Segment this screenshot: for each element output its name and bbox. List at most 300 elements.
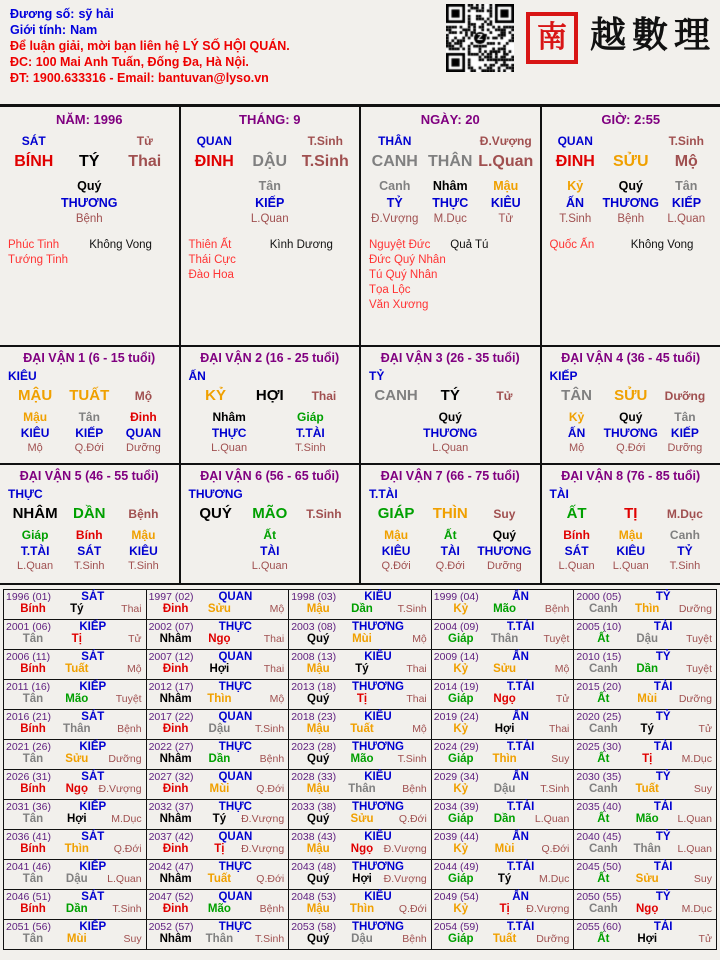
luck-cycle-title: ĐẠI VẬN 4 (36 - 45 tuổi) bbox=[561, 351, 701, 365]
luck-hidden-stage: Q.Đới bbox=[74, 442, 104, 454]
year-stem: Tân bbox=[22, 813, 44, 825]
year-stage: Tuyệt bbox=[686, 663, 712, 675]
hidden-stem-stage: Tử bbox=[498, 213, 514, 225]
year-cell[interactable] bbox=[574, 650, 717, 680]
year-age-label: 2037 (42) bbox=[148, 831, 194, 843]
luck-hidden-stem: Quý bbox=[438, 410, 462, 424]
year-stage: Q.Đới bbox=[398, 813, 427, 825]
pillar-title: GIỜ: 2:55 bbox=[601, 112, 661, 127]
table-row bbox=[4, 620, 717, 650]
year-branch: Dần bbox=[493, 813, 516, 825]
year-cell[interactable] bbox=[431, 920, 574, 950]
year-god: THƯƠNG bbox=[352, 621, 404, 633]
luck-life-stage: Suy bbox=[493, 507, 516, 521]
pillar-branch-god: Đ.Vượng bbox=[479, 134, 532, 148]
luck-life-stage: T.Sinh bbox=[306, 507, 342, 521]
luck-earthly-branch: HỢI bbox=[255, 387, 284, 404]
table-row bbox=[4, 830, 717, 860]
year-god: KIÊU bbox=[364, 651, 392, 663]
pillar-branch-god: T.Sinh bbox=[307, 134, 343, 148]
pillar-stem-god: QUAN bbox=[196, 134, 232, 148]
year-stage: Tuyệt bbox=[115, 693, 142, 705]
pillar-heavenly-stem: BÍNH bbox=[14, 153, 54, 170]
star-item: Văn Xương bbox=[369, 299, 429, 311]
year-cell[interactable] bbox=[431, 650, 574, 680]
luck-hidden-stem: Mậu bbox=[384, 528, 409, 542]
luck-earthly-branch: TÝ bbox=[440, 387, 460, 404]
year-age-label: 2042 (47) bbox=[148, 861, 194, 873]
year-stage: Q.Đới bbox=[541, 843, 570, 855]
year-cell[interactable] bbox=[146, 800, 289, 830]
year-cell[interactable] bbox=[431, 710, 574, 740]
year-cell[interactable] bbox=[431, 800, 574, 830]
year-branch: Tý bbox=[640, 723, 654, 735]
hidden-stem: Canh bbox=[379, 179, 411, 193]
hidden-stem-stage: L.Quan bbox=[250, 213, 289, 225]
year-god: TỶ bbox=[655, 591, 671, 603]
year-branch: Mùi bbox=[209, 783, 230, 795]
year-cell[interactable] bbox=[574, 740, 717, 770]
year-stage: Tử bbox=[698, 933, 712, 945]
table-row bbox=[4, 890, 717, 920]
year-cell[interactable] bbox=[146, 650, 289, 680]
luck-hidden-stems bbox=[542, 410, 720, 458]
year-branch: Thân bbox=[348, 783, 376, 795]
year-age-label: 2026 (31) bbox=[6, 771, 51, 783]
year-cell[interactable] bbox=[574, 620, 717, 650]
table-row bbox=[4, 650, 717, 680]
year-branch: Ngọ bbox=[493, 693, 516, 705]
year-cell[interactable] bbox=[4, 890, 147, 920]
year-cell[interactable] bbox=[289, 710, 432, 740]
luck-life-stage: M.Dục bbox=[666, 507, 703, 521]
year-cell[interactable] bbox=[146, 590, 289, 620]
year-god: THỰC bbox=[218, 801, 252, 813]
year-age-label: 2011 (16) bbox=[6, 681, 51, 693]
year-age-label: 2052 (57) bbox=[148, 921, 194, 933]
year-age-label: 2049 (54) bbox=[433, 891, 479, 903]
year-cell[interactable] bbox=[431, 740, 574, 770]
year-cell[interactable] bbox=[146, 920, 289, 950]
luck-cycle-1[interactable] bbox=[0, 347, 181, 463]
year-cell[interactable] bbox=[289, 770, 432, 800]
pillar-2 bbox=[361, 107, 542, 345]
year-stem: Tân bbox=[22, 933, 44, 945]
luck-life-stage: Tử bbox=[496, 389, 513, 403]
luck-cycle-title: ĐẠI VẬN 1 (6 - 15 tuổi) bbox=[23, 351, 156, 365]
name-label: Đương số: bbox=[10, 7, 75, 21]
luck-hidden-stem: Đinh bbox=[130, 410, 157, 424]
luck-cycle-4[interactable] bbox=[542, 347, 720, 463]
luck-hidden-stage: L.Quan bbox=[558, 560, 595, 572]
luck-hidden-stage: Q.Đới bbox=[616, 442, 646, 454]
year-stage: Dưỡng bbox=[536, 933, 570, 945]
year-stage: Bệnh bbox=[259, 903, 285, 915]
year-age-label: 2003 (08) bbox=[291, 621, 337, 633]
year-cell[interactable] bbox=[146, 770, 289, 800]
year-stage: Dưỡng bbox=[108, 753, 142, 765]
year-branch: Mùi bbox=[637, 693, 658, 705]
pillar-stem-god: QUAN bbox=[557, 134, 593, 148]
year-god: QUAN bbox=[218, 891, 253, 903]
year-cell[interactable] bbox=[4, 590, 147, 620]
year-branch: Dần bbox=[636, 663, 659, 675]
promo-line-2: ĐC: 100 Mai Anh Tuấn, Đống Đa, Hà Nội. bbox=[10, 55, 249, 69]
table-row bbox=[4, 710, 717, 740]
year-cell[interactable] bbox=[574, 800, 717, 830]
year-cell[interactable] bbox=[289, 680, 432, 710]
year-age-label: 2055 (60) bbox=[576, 921, 622, 933]
year-stage: Dưỡng bbox=[678, 603, 712, 615]
seal-stamp-icon: 南 bbox=[526, 12, 578, 64]
luck-hidden-stem: Mậu bbox=[618, 528, 643, 542]
luck-cycle-2[interactable] bbox=[181, 347, 362, 463]
year-age-label: 2044 (49) bbox=[433, 861, 479, 873]
luck-hidden-stage: Dưỡng bbox=[667, 442, 703, 454]
luck-hidden-stage: L.Quan bbox=[612, 560, 649, 572]
year-god: TỶ bbox=[655, 771, 671, 783]
year-god: KIÊU bbox=[364, 711, 392, 723]
year-cell[interactable] bbox=[431, 680, 574, 710]
hidden-stem-god: TỶ bbox=[386, 196, 403, 210]
year-stage: Thai bbox=[548, 723, 570, 735]
luck-hidden-stage: L.Quan bbox=[251, 560, 288, 572]
year-branch: Hợi bbox=[637, 933, 658, 945]
year-stem: Bính bbox=[20, 903, 46, 915]
year-god: KIÊU bbox=[364, 591, 392, 603]
year-stage: Bệnh bbox=[402, 933, 427, 945]
hidden-stem-stage: Bệnh bbox=[75, 213, 103, 225]
year-branch: Tuất bbox=[207, 873, 232, 885]
year-god: TÀI bbox=[653, 681, 673, 693]
year-grid-section bbox=[0, 585, 720, 950]
year-age-label: 2030 (35) bbox=[576, 771, 622, 783]
luck-hidden-stem: Canh bbox=[669, 528, 700, 542]
year-age-label: 2017 (22) bbox=[148, 711, 194, 723]
year-cell[interactable] bbox=[289, 590, 432, 620]
hidden-stem-stage: T.Sinh bbox=[559, 213, 592, 225]
luck-life-stage: Thai bbox=[311, 389, 337, 403]
year-age-label: 2018 (23) bbox=[291, 711, 337, 723]
luck-hidden-god: ẤN bbox=[567, 426, 586, 440]
year-cell[interactable] bbox=[4, 620, 147, 650]
luck-hidden-stage: Mộ bbox=[568, 442, 585, 454]
year-cell[interactable] bbox=[289, 920, 432, 950]
year-cell[interactable] bbox=[289, 650, 432, 680]
year-cell[interactable] bbox=[574, 890, 717, 920]
brand-block bbox=[446, 4, 716, 72]
year-cell[interactable] bbox=[289, 620, 432, 650]
year-stem: Bính bbox=[20, 603, 46, 615]
year-age-label: 2040 (45) bbox=[576, 831, 622, 843]
year-stem: Ất bbox=[597, 693, 610, 705]
year-stem: Mậu bbox=[306, 723, 330, 735]
year-age-label: 2025 (30) bbox=[576, 741, 622, 753]
year-cell[interactable] bbox=[146, 860, 289, 890]
year-cell[interactable] bbox=[431, 590, 574, 620]
year-cell[interactable] bbox=[4, 830, 147, 860]
year-branch: Thìn bbox=[207, 693, 232, 705]
luck-hidden-stage: Mộ bbox=[27, 442, 43, 454]
pillar-life-stage: Mộ bbox=[674, 153, 698, 170]
year-cell[interactable] bbox=[4, 770, 147, 800]
year-god: THỰC bbox=[218, 741, 252, 753]
year-cell[interactable] bbox=[289, 860, 432, 890]
year-branch: Mão bbox=[207, 903, 231, 915]
year-stem: Tân bbox=[22, 633, 44, 645]
year-branch: Ngọ bbox=[636, 903, 659, 915]
year-god: THƯƠNG bbox=[352, 741, 404, 753]
year-cell[interactable] bbox=[4, 680, 147, 710]
year-age-label: 2020 (25) bbox=[576, 711, 622, 723]
year-branch: Dần bbox=[351, 603, 373, 615]
year-stem: Canh bbox=[589, 903, 618, 915]
year-stem: Giáp bbox=[448, 633, 474, 645]
year-stem: Quý bbox=[307, 693, 330, 705]
year-god: KIẾP bbox=[79, 681, 107, 693]
year-stage: Q.Đới bbox=[113, 843, 142, 855]
year-branch: Tuất bbox=[65, 663, 89, 675]
luck-stem-god: TÀI bbox=[549, 487, 569, 501]
year-stage: Đ.Vượng bbox=[383, 873, 427, 885]
year-stage: Tuyệt bbox=[543, 633, 570, 645]
year-cell[interactable] bbox=[146, 710, 289, 740]
year-stem: Bính bbox=[20, 723, 46, 735]
year-cell[interactable] bbox=[574, 770, 717, 800]
year-god: SÁT bbox=[81, 831, 105, 843]
year-god: ẤN bbox=[512, 711, 529, 723]
year-stem: Mậu bbox=[306, 663, 330, 675]
luck-hidden-stems bbox=[181, 410, 360, 458]
year-cell[interactable] bbox=[574, 860, 717, 890]
year-age-label: 2053 (58) bbox=[291, 921, 337, 933]
hidden-stem: Tân bbox=[675, 179, 698, 193]
year-god: ẤN bbox=[512, 651, 529, 663]
gender-value: Nam bbox=[70, 23, 98, 37]
hidden-stem-stage: L.Quan bbox=[667, 213, 706, 225]
hidden-stem-stage: M.Dục bbox=[433, 213, 467, 225]
year-cell[interactable] bbox=[289, 800, 432, 830]
year-stage: Mộ bbox=[269, 693, 285, 705]
promo-line-3: ĐT: 1900.633316 - Email: bantuvan@lyso.vn bbox=[10, 71, 269, 85]
luck-hidden-god: THƯƠNG bbox=[423, 426, 478, 440]
year-cell[interactable] bbox=[4, 800, 147, 830]
year-branch: Ngọ bbox=[350, 843, 374, 855]
luck-cycle-5[interactable] bbox=[0, 465, 181, 583]
year-cell[interactable] bbox=[574, 680, 717, 710]
year-branch: Tị bbox=[71, 633, 82, 645]
star-list bbox=[361, 238, 540, 313]
year-cell[interactable] bbox=[574, 920, 717, 950]
year-cell[interactable] bbox=[431, 830, 574, 860]
luck-life-stage: Mộ bbox=[134, 389, 153, 403]
year-branch: Thân bbox=[490, 633, 519, 645]
year-cell[interactable] bbox=[431, 770, 574, 800]
year-age-label: 2045 (50) bbox=[576, 861, 622, 873]
year-cell[interactable] bbox=[289, 740, 432, 770]
year-stem: Giáp bbox=[448, 753, 474, 765]
year-cell[interactable] bbox=[4, 710, 147, 740]
year-stage: Bệnh bbox=[117, 723, 142, 735]
year-branch: Mão bbox=[350, 753, 374, 765]
year-god: THƯƠNG bbox=[352, 681, 404, 693]
pillar-title: THÁNG: 9 bbox=[239, 112, 301, 127]
star-item: Quả Tú bbox=[450, 239, 489, 251]
year-cell[interactable] bbox=[146, 830, 289, 860]
year-branch: Tý bbox=[70, 603, 84, 615]
pillar-heavenly-stem: ĐINH bbox=[194, 153, 234, 170]
year-age-label: 2028 (33) bbox=[291, 771, 337, 783]
qr-code-icon[interactable] bbox=[446, 4, 514, 72]
luck-cycle-6[interactable] bbox=[181, 465, 362, 583]
luck-hidden-stem: Giáp bbox=[21, 528, 49, 542]
year-cell[interactable] bbox=[4, 860, 147, 890]
year-branch: Dậu bbox=[208, 723, 231, 735]
pillar-stem-god: SÁT bbox=[21, 134, 46, 148]
year-stem: Tân bbox=[22, 693, 44, 705]
luck-hidden-god: TỶ bbox=[677, 544, 693, 558]
year-god: T.TÀI bbox=[506, 861, 535, 873]
year-stem: Mậu bbox=[306, 783, 330, 795]
year-branch: Dậu bbox=[351, 933, 373, 945]
table-row bbox=[4, 590, 717, 620]
luck-heavenly-stem: QUÝ bbox=[199, 505, 232, 522]
year-cell[interactable] bbox=[431, 620, 574, 650]
promo-line-1: Để luận giải, mời bạn liên hệ LÝ SỐ HỘI QUÁN. bbox=[10, 39, 290, 53]
luck-hidden-stage: L.Quan bbox=[432, 442, 469, 454]
year-god: KIẾP bbox=[79, 861, 107, 873]
luck-hidden-stage: T.Sinh bbox=[128, 560, 159, 572]
year-cell[interactable] bbox=[4, 650, 147, 680]
year-stem: Quý bbox=[307, 813, 330, 825]
year-cell[interactable] bbox=[146, 680, 289, 710]
year-age-label: 2004 (09) bbox=[433, 621, 479, 633]
luck-stem-god: TỶ bbox=[369, 369, 385, 383]
year-stage: L.Quan bbox=[677, 843, 712, 855]
luck-life-stage: Bệnh bbox=[128, 507, 159, 521]
year-age-label: 2029 (34) bbox=[433, 771, 479, 783]
star-item: Không Vong bbox=[630, 239, 694, 251]
year-cell[interactable] bbox=[289, 830, 432, 860]
luck-cycle-7[interactable] bbox=[361, 465, 542, 583]
year-cell[interactable] bbox=[574, 830, 717, 860]
year-stem: Canh bbox=[589, 843, 618, 855]
year-cell[interactable] bbox=[574, 590, 717, 620]
star-item: Nguyệt Đức bbox=[369, 239, 431, 251]
luck-hidden-stems bbox=[361, 528, 540, 576]
year-god: T.TÀI bbox=[506, 801, 535, 813]
pillar-title: NGÀY: 20 bbox=[420, 112, 480, 127]
luck-hidden-stage: L.Quan bbox=[17, 560, 54, 572]
year-god: THƯƠNG bbox=[352, 861, 404, 873]
year-stem: Quý bbox=[307, 633, 330, 645]
year-god: TÀI bbox=[653, 741, 673, 753]
hidden-stem-god: KIÊU bbox=[490, 196, 521, 210]
pillar-3 bbox=[542, 107, 720, 345]
luck-earthly-branch: TUẤT bbox=[69, 387, 110, 404]
year-stem: Nhâm bbox=[159, 693, 192, 705]
year-cell[interactable] bbox=[4, 920, 147, 950]
year-stage: Đ.Vượng bbox=[383, 843, 427, 855]
year-stage: Thai bbox=[406, 663, 427, 675]
year-cell[interactable] bbox=[146, 740, 289, 770]
year-cell[interactable] bbox=[431, 890, 574, 920]
hidden-stem: Tân bbox=[258, 179, 281, 193]
year-cell[interactable] bbox=[4, 740, 147, 770]
pillar-life-stage: Thai bbox=[128, 153, 162, 170]
luck-hidden-god: T.TÀI bbox=[296, 426, 325, 440]
luck-hidden-stems bbox=[361, 410, 540, 458]
year-stem: Kỷ bbox=[453, 903, 469, 915]
year-cell[interactable] bbox=[146, 890, 289, 920]
year-stage: Suy bbox=[693, 873, 712, 885]
star-list bbox=[181, 238, 360, 283]
year-age-label: 2032 (37) bbox=[148, 801, 194, 813]
year-age-label: 2006 (11) bbox=[6, 651, 51, 663]
pillar-stem-god: THÂN bbox=[378, 134, 412, 148]
luck-heavenly-stem: ẤT bbox=[566, 505, 587, 522]
luck-hidden-stem: Mậu bbox=[131, 528, 156, 542]
year-stage: Suy bbox=[551, 753, 570, 765]
luck-hidden-stem: Giáp bbox=[297, 410, 324, 424]
star-item: Kình Dương bbox=[269, 239, 333, 251]
year-cell[interactable] bbox=[289, 890, 432, 920]
year-age-label: 2041 (46) bbox=[6, 861, 51, 873]
year-branch: Mão bbox=[493, 603, 517, 615]
year-cell[interactable] bbox=[574, 710, 717, 740]
year-branch: Sửu bbox=[65, 753, 89, 765]
year-age-label: 2038 (43) bbox=[291, 831, 337, 843]
luck-cycle-row bbox=[0, 465, 720, 583]
luck-hidden-god: TÀI bbox=[440, 544, 460, 558]
year-god: KIÊU bbox=[364, 831, 392, 843]
year-cell[interactable] bbox=[431, 860, 574, 890]
luck-cycle-3[interactable] bbox=[361, 347, 542, 463]
year-cell[interactable] bbox=[146, 620, 289, 650]
pillar-heavenly-stem: ĐINH bbox=[555, 153, 595, 170]
luck-cycle-8[interactable] bbox=[542, 465, 720, 583]
luck-heavenly-stem: MẬU bbox=[18, 387, 53, 404]
year-god: THƯƠNG bbox=[352, 921, 404, 933]
luck-hidden-god: KIẾP bbox=[75, 426, 104, 440]
luck-earthly-branch: MÃO bbox=[252, 505, 288, 522]
year-stem: Ất bbox=[597, 933, 610, 945]
year-stem: Quý bbox=[307, 933, 330, 945]
year-age-label: 2000 (05) bbox=[576, 591, 622, 603]
luck-cycle-title: ĐẠI VẬN 3 (26 - 35 tuổi) bbox=[380, 351, 520, 365]
year-stem: Kỷ bbox=[453, 663, 469, 675]
year-god: QUAN bbox=[218, 711, 253, 723]
hidden-stem-god: THƯƠNG bbox=[602, 196, 659, 210]
year-stage: Bệnh bbox=[402, 783, 427, 795]
luck-hidden-stem: Quý bbox=[492, 528, 517, 542]
year-branch: Dậu bbox=[636, 633, 659, 645]
year-stage: L.Quan bbox=[534, 813, 570, 825]
year-age-label: 2010 (15) bbox=[576, 651, 622, 663]
year-god: THƯƠNG bbox=[352, 801, 404, 813]
year-god: KIÊU bbox=[364, 891, 392, 903]
year-branch: Tị bbox=[499, 903, 510, 915]
year-branch: Tị bbox=[642, 753, 653, 765]
table-row bbox=[4, 740, 717, 770]
year-age-label: 2001 (06) bbox=[6, 621, 51, 633]
year-god: TÀI bbox=[653, 801, 673, 813]
year-stem: Mậu bbox=[306, 903, 330, 915]
year-stem: Kỷ bbox=[453, 603, 469, 615]
year-stem: Nhâm bbox=[159, 813, 192, 825]
luck-hidden-god: KIÊU bbox=[20, 426, 50, 440]
luck-cycles-section bbox=[0, 347, 720, 585]
